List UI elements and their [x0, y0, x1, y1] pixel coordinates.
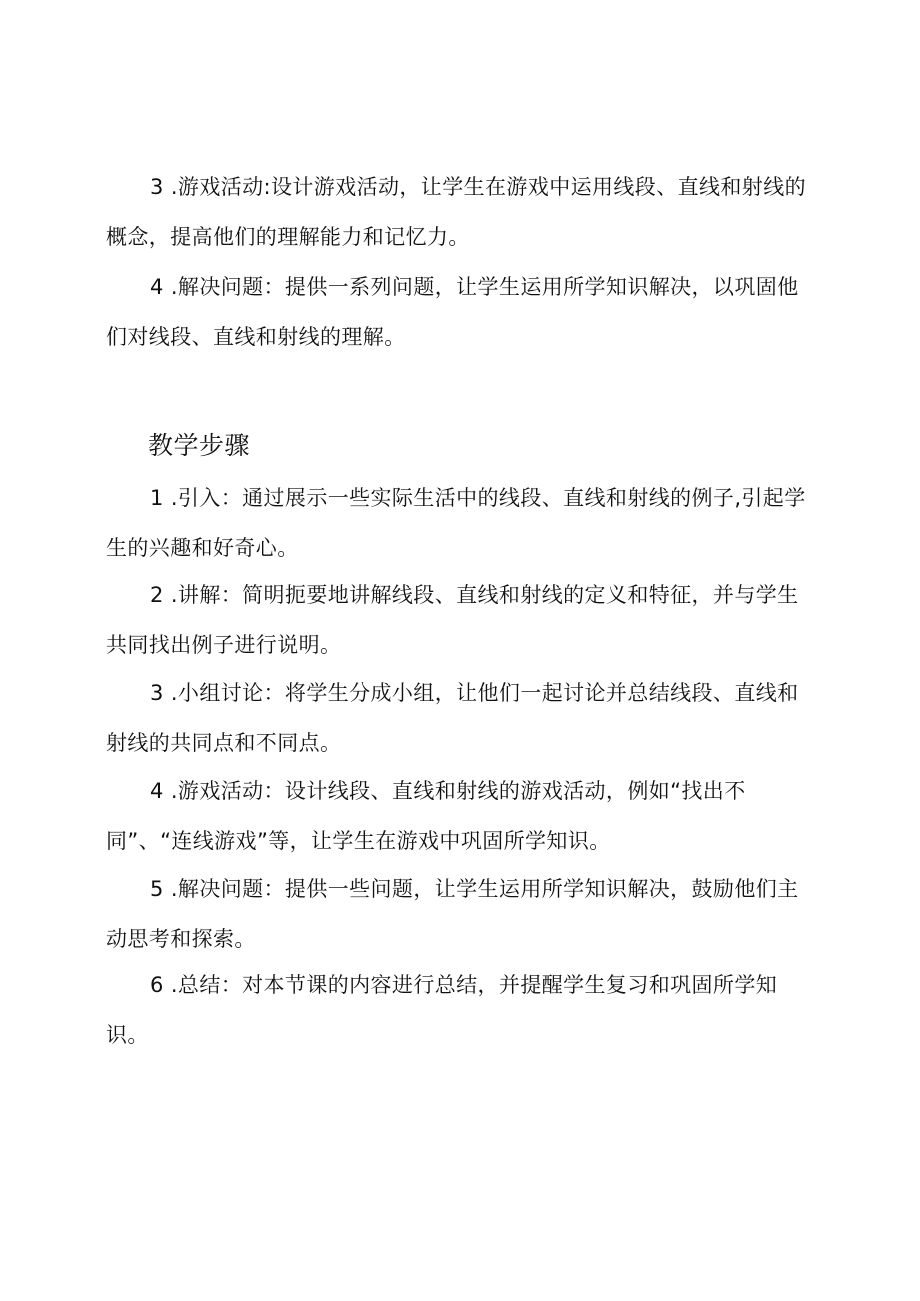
item-number: 4 — [150, 779, 164, 803]
item-text: .小组讨论：将学生分成小组，让他们一起讨论并总结线段、直线和射线的共同点和不同点。 — [106, 681, 799, 755]
item-text: .总结：对本节课的内容进行总结，并提醒学生复习和巩固所学知识。 — [106, 973, 778, 1047]
step-item-game-activity — [106, 766, 818, 866]
section-heading-teaching-steps: 教学步骤 — [148, 431, 251, 460]
step-item-summary — [106, 960, 818, 1060]
item-number: 3 — [150, 175, 164, 199]
list-item-problem-solving — [106, 262, 818, 362]
item-number: 6 — [150, 973, 164, 997]
item-text: .解决问题：提供一些问题，让学生运用所学知识解决，鼓励他们主动思考和探索。 — [106, 877, 799, 951]
step-item-explanation — [106, 570, 818, 670]
item-text: .游戏活动:设计游戏活动，让学生在游戏中运用线段、直线和射线的概念，提高他们的理解能力和记忆力。 — [106, 175, 806, 249]
item-text: .引入：通过展示一些实际生活中的线段、直线和射线的例子,引起学生的兴趣和好奇心。 — [106, 486, 806, 560]
item-text: .讲解：简明扼要地讲解线段、直线和射线的定义和特征，并与学生共同找出例子进行说明。 — [106, 583, 799, 657]
item-number: 2 — [150, 583, 164, 607]
item-number: 4 — [150, 275, 164, 299]
item-number: 3 — [150, 681, 164, 705]
item-text: .解决问题：提供一系列问题，让学生运用所学知识解决，以巩固他们对线段、直线和射线的理解。 — [106, 275, 799, 349]
list-item-game-activity — [106, 162, 818, 262]
step-item-problem-solving — [106, 864, 818, 964]
step-item-group-discussion — [106, 668, 818, 768]
item-text: .游戏活动：设计线段、直线和射线的游戏活动，例如“找出不同”、“连线游戏”等，让学生在游戏中巩固所学知识。 — [106, 779, 746, 853]
item-number: 5 — [150, 877, 164, 901]
step-item-introduction — [106, 473, 818, 573]
item-number: 1 — [150, 486, 164, 510]
